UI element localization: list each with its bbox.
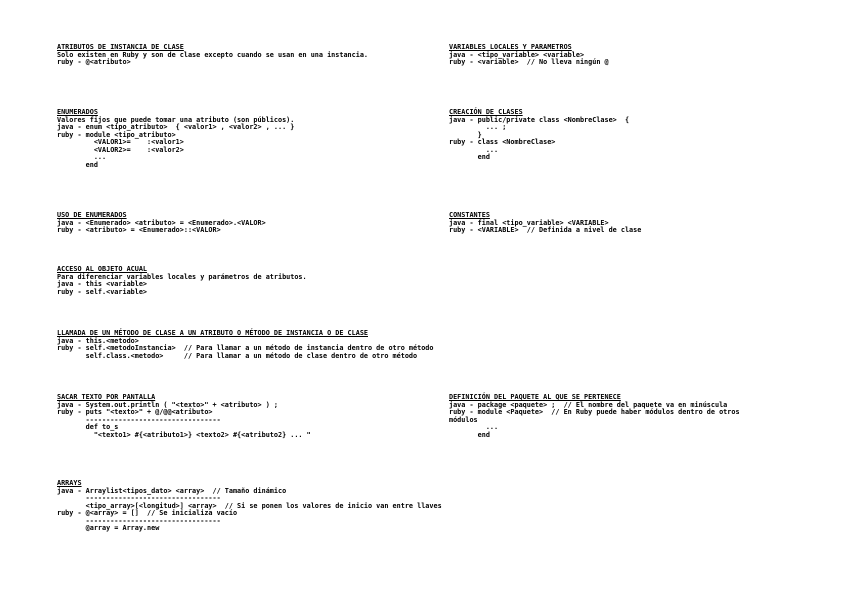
section-description: Solo existen en Ruby y son de clase excepto cuando se usan en una instancia.: [57, 50, 368, 59]
code-line: ruby - self.<variable>: [57, 287, 148, 296]
code-line: "<texto1> #{<atributo1>} <texto2> #{<atributo2} ... ": [57, 430, 311, 439]
code-line: java - Arraylist<tipos_dato> <array> // Tamaño dinámico: [57, 486, 287, 495]
code-line: java - this.<metodo>: [57, 336, 139, 345]
section-title: ATRIBUTOS DE INSTANCIA DE CLASE: [57, 43, 184, 51]
code-line: end: [57, 160, 98, 169]
section-title: DEFINICIÓN DEL PAQUETE AL QUE SE PERTENECE: [449, 393, 621, 401]
section-definicion-paquete: [449, 394, 819, 439]
section-title: CONSTANTES: [449, 211, 490, 219]
section-title: ARRAYS: [57, 479, 82, 487]
code-line: @array = Array.new: [57, 524, 160, 532]
section-title: SACAR TEXTO POR PANTALLA: [57, 393, 156, 401]
code-line: <VALOR2>= :<valor2>: [57, 145, 184, 154]
section-arrays: [57, 480, 797, 533]
code-line: ruby - <variable> // No lleva ningún @: [449, 58, 609, 66]
code-line: ruby - self.<metodoInstancia> // Para llamar a un método de instancia dentro de otro método: [57, 344, 434, 352]
code-line: java - System.out.println ( "<texto>" + <atributo> ) ;: [57, 400, 278, 409]
code-line: <VALOR1>= :<valor1>: [57, 138, 184, 146]
code-line: ...: [449, 145, 499, 154]
code-line: java - <tipo_variable> <variable>: [449, 50, 585, 59]
code-line: end: [449, 153, 490, 161]
section-title: ACCESO AL OBJETO ACUAL: [57, 265, 148, 273]
code-line: ruby - <atributo> = <Enumerado>::<VALOR>: [57, 226, 221, 234]
section-title: CREACIÓN DE CLASES: [449, 108, 523, 116]
code-line: módulos: [449, 415, 478, 424]
section-constantes: [449, 212, 809, 235]
code-line: ruby - module <tipo_atributo>: [57, 130, 176, 139]
code-line: ---------------------------------: [57, 415, 221, 424]
code-line: java - <Enumerado> <atributo> = <Enumerado>.<VALOR>: [57, 218, 266, 227]
section-atributos-instancia: [57, 44, 413, 67]
code-line: ruby - puts "<texto>" + @/@@<atributo>: [57, 408, 213, 416]
section-title: LLAMADA DE UN MÉTODO DE CLASE A UN ATRIBUTO O MÉTODO DE INSTANCIA O DE CLASE: [57, 329, 368, 337]
section-title: USO DE ENUMERADOS: [57, 211, 127, 219]
code-line: ---------------------------------: [57, 516, 221, 525]
code-line: }: [449, 130, 482, 139]
section-enumerados: [57, 109, 437, 169]
code-line: ...: [57, 153, 107, 161]
code-line: <tipo_array>[<longitud>] <array> // Si se ponen los valores de inicio van entre llaves: [57, 501, 442, 510]
code-line: self.class.<metodo> // Para llamar a un método de clase dentro de otro método: [57, 351, 418, 360]
code-line: ruby - module <Paquete> // En Ruby puede haber módulos dentro de otros: [449, 408, 740, 416]
section-llamada-metodo: [57, 330, 797, 360]
code-line: ruby - @<array> = [] // Se inicializa vacío: [57, 509, 238, 517]
code-line: java - package <paquete> ; // El nombre del paquete va en minúscula: [449, 400, 728, 409]
section-sacar-texto: [57, 394, 437, 439]
code-line: ruby - class <NombreClase>: [449, 138, 556, 146]
code-line: java - public/private class <NombreClase> {: [449, 115, 630, 124]
section-acceso-objeto: [57, 266, 437, 296]
section-description: Valores fijos que puede tomar una atributo (son públicos).: [57, 115, 295, 124]
code-line: ruby - @<atributo>: [57, 58, 131, 66]
section-title: VARIABLES LOCALES Y PARAMETROS: [449, 43, 572, 51]
code-line: java - enum <tipo_atributo> { <valor1> , <valor2> , ... }: [57, 123, 295, 131]
section-description: Para diferenciar variables locales y parámetros de atributos.: [57, 272, 307, 281]
code-line: ruby - <VARIABLE> // Definida a nivel de clase: [449, 226, 642, 234]
code-line: def to_s: [57, 423, 119, 431]
code-line: ...: [449, 423, 499, 431]
section-title: ENUMERADOS: [57, 108, 98, 116]
section-uso-enumerados: [57, 212, 437, 235]
code-line: end: [449, 430, 490, 439]
code-line: ---------------------------------: [57, 494, 221, 502]
section-creacion-clases: [449, 109, 809, 162]
code-line: ... ;: [449, 123, 507, 131]
section-variables-locales: [449, 44, 809, 67]
code-line: java - this <variable>: [57, 280, 148, 288]
code-line: java - final <tipo_variable> <VARIABLE>: [449, 218, 609, 227]
